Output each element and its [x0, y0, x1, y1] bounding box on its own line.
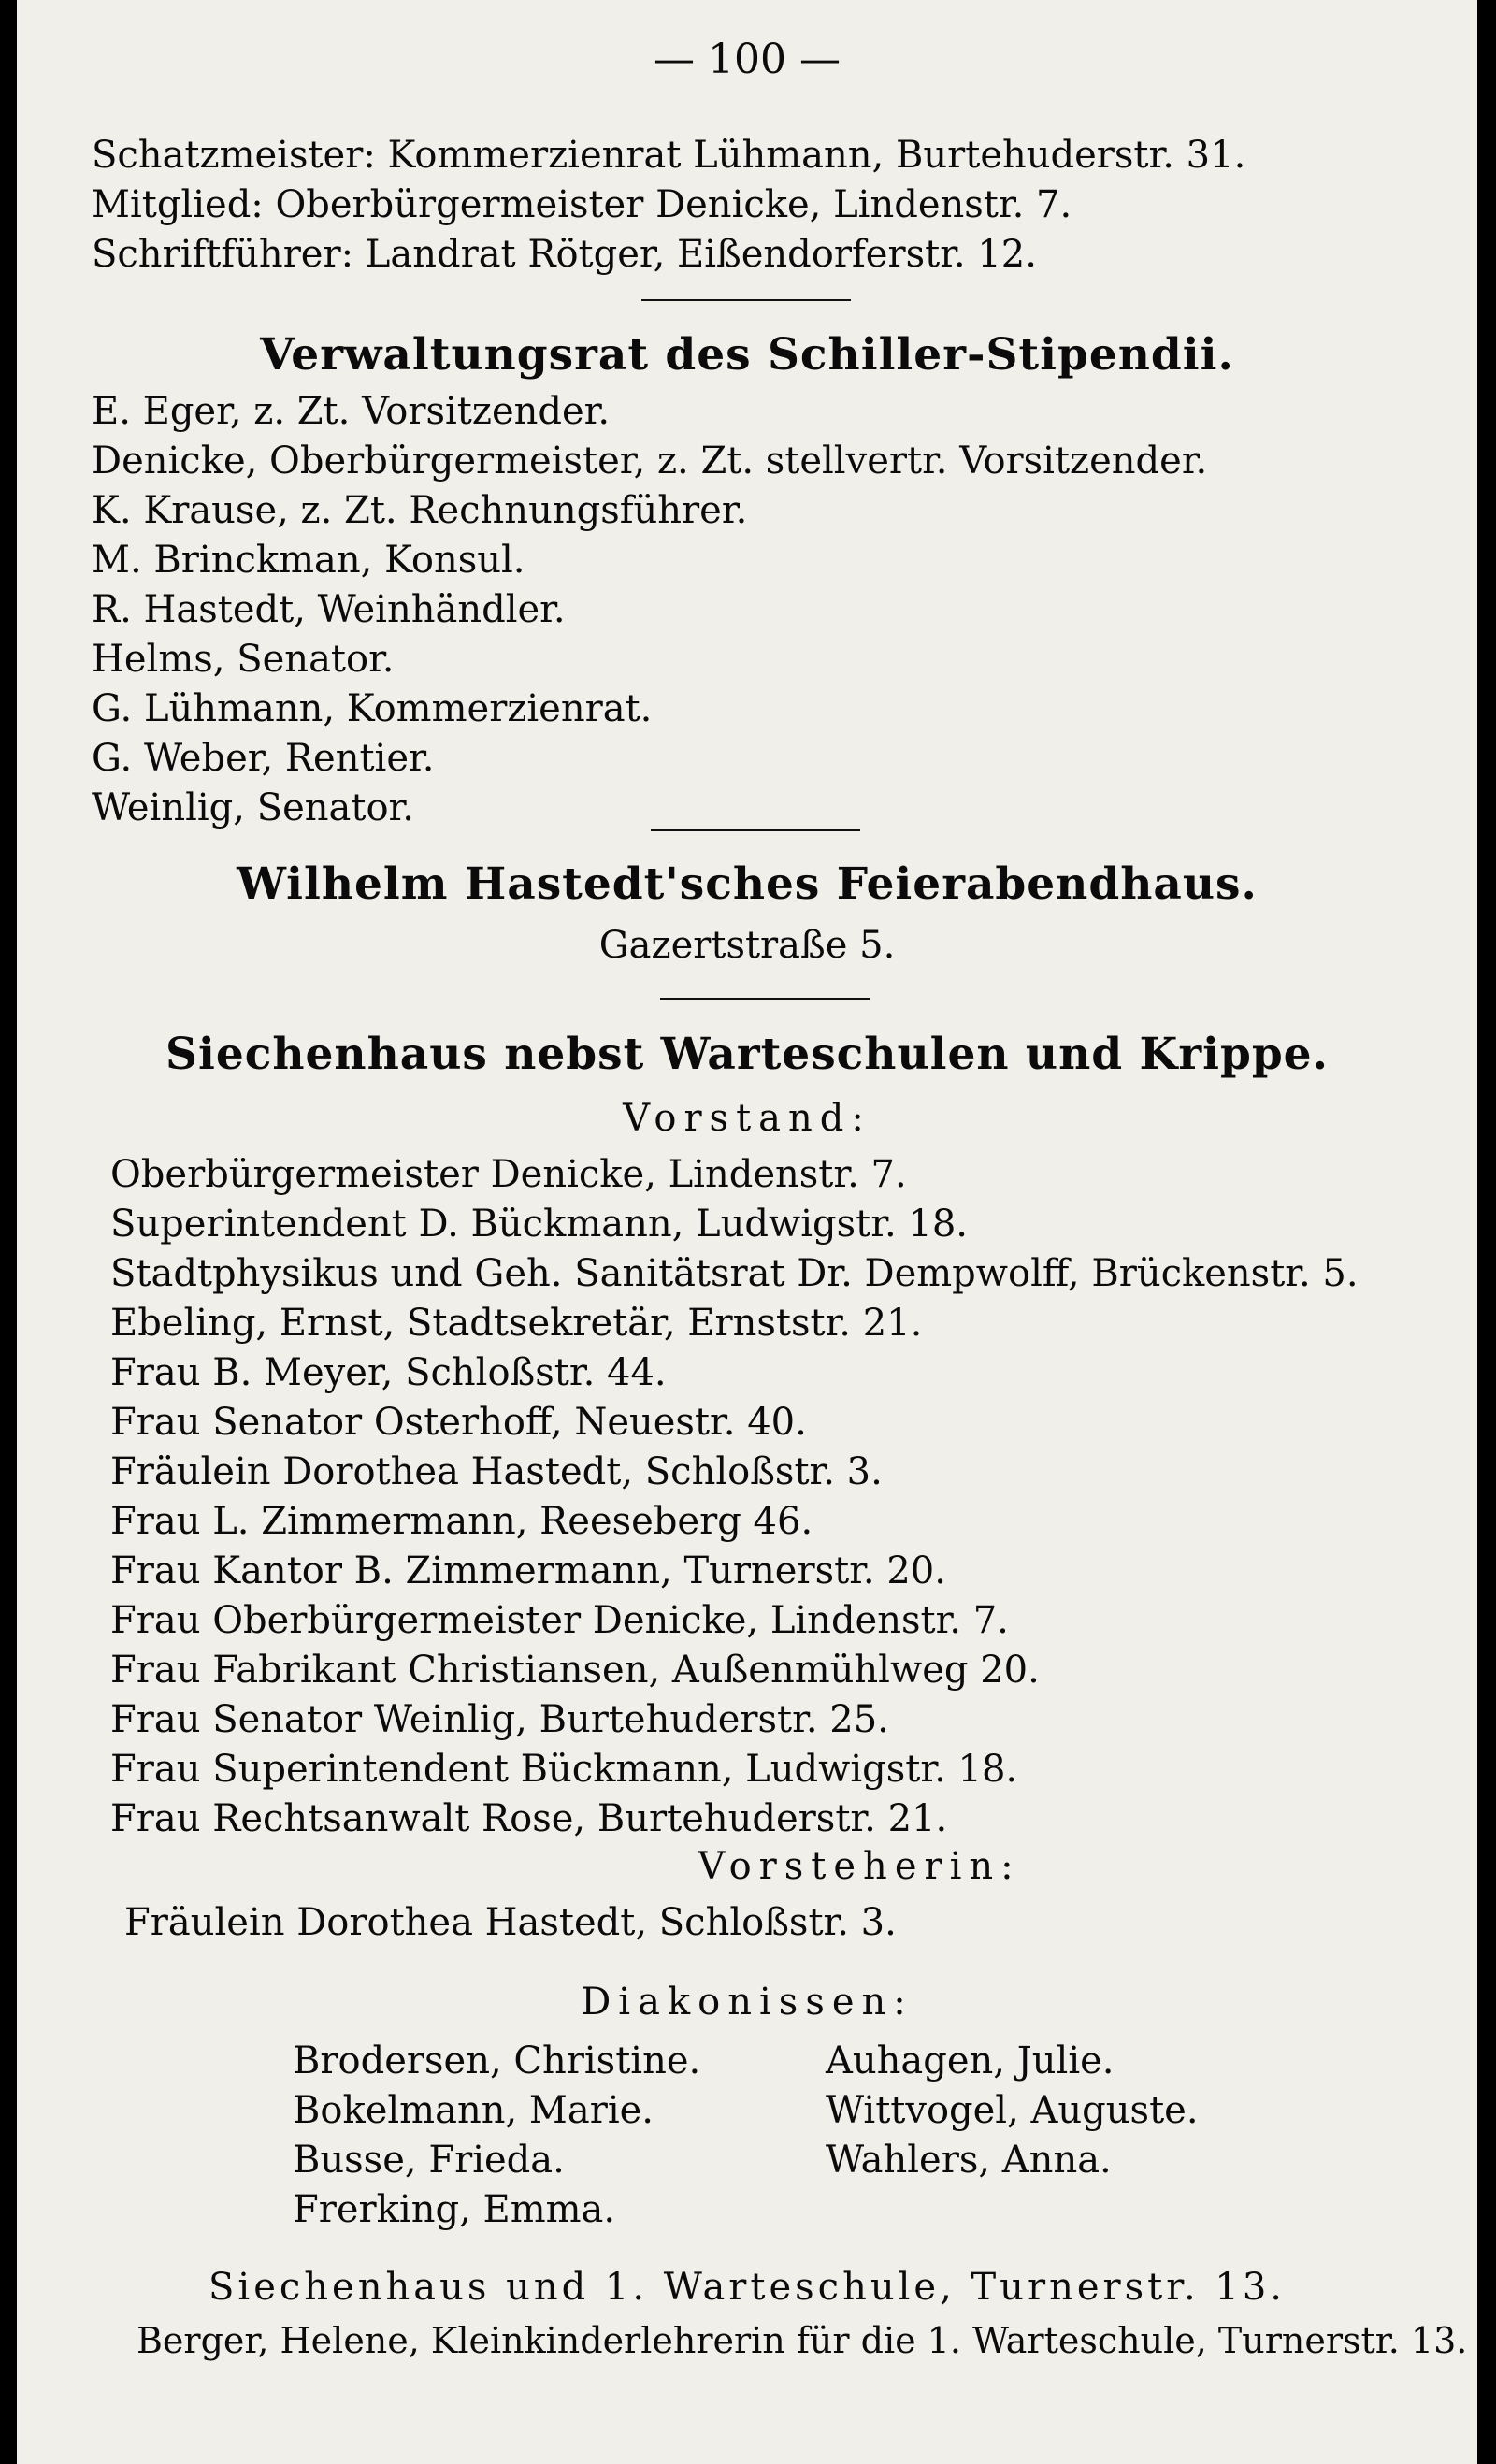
entry-line: Ebeling, Ernst, Stadtsekretär, Ernststr. 21.: [110, 1302, 923, 1345]
section-heading-siechenhaus: Siechenhaus nebst Warteschulen und Krippe.: [165, 1029, 1329, 1080]
entry-line: Stadtphysikus und Geh. Sanitätsrat Dr. Dempwolff, Brückenstr. 5.: [110, 1252, 1359, 1295]
entry-line: R. Hastedt, Weinhändler.: [92, 588, 566, 631]
list-item: Wittvogel, Auguste.: [826, 2089, 1199, 2132]
diakonissen-label: Diakonissen:: [581, 1981, 913, 2024]
feierabendhaus-address: Gazertstraße 5.: [598, 924, 896, 967]
book-page: [17, 0, 1477, 2464]
entry-line: Helms, Senator.: [92, 638, 395, 681]
list-item: Brodersen, Christine.: [293, 2039, 701, 2082]
entry-line: Schatzmeister: Kommerzienrat Lühmann, Burtehuderstr. 31.: [92, 134, 1246, 177]
section-heading-feierabendhaus: Wilhelm Hastedt'sches Feierabendhaus.: [237, 858, 1258, 910]
list-item: Bokelmann, Marie.: [293, 2089, 654, 2132]
divider: [641, 299, 851, 301]
entry-line: Frau Senator Weinlig, Burtehuderstr. 25.: [110, 1698, 889, 1741]
divider: [651, 829, 860, 831]
vorsteherin-label: Vorsteherin:: [698, 1845, 1021, 1888]
section-heading-schiller: Verwaltungsrat des Schiller-Stipendii.: [260, 329, 1234, 381]
entry-line: K. Krause, z. Zt. Rechnungsführer.: [92, 489, 748, 532]
entry-line: Denicke, Oberbürgermeister, z. Zt. stellvertr. Vorsitzender.: [92, 439, 1208, 483]
vorstand-label: Vorstand:: [623, 1097, 871, 1140]
entry-line: Frau Kantor B. Zimmermann, Turnerstr. 20.: [110, 1549, 946, 1592]
siechenhaus-footer-heading: Siechenhaus und 1. Warteschule, Turnerstr. 13.: [209, 2266, 1286, 2309]
schiller-members: [92, 387, 1457, 833]
entry-line: Superintendent D. Bückmann, Ludwigstr. 18.: [110, 1203, 968, 1246]
entry-line: M. Brinckman, Konsul.: [92, 539, 525, 582]
entry-line: Frau Oberbürgermeister Denicke, Lindenstr. 7.: [110, 1599, 1009, 1642]
vorstand-list: [110, 1150, 1475, 1844]
divider: [660, 998, 870, 1000]
list-item: Frerking, Emma.: [293, 2188, 616, 2231]
entry-line: G. Weber, Rentier.: [92, 737, 435, 780]
entry-line: Frau Senator Osterhoff, Neuestr. 40.: [110, 1401, 807, 1444]
entry-line: Frau B. Meyer, Schloßstr. 44.: [110, 1351, 667, 1394]
entry-line: Frau Superintendent Bückmann, Ludwigstr. 18.: [110, 1748, 1018, 1791]
list-item: Auhagen, Julie.: [826, 2039, 1115, 2082]
entry-line: Fräulein Dorothea Hastedt, Schloßstr. 3.: [110, 1450, 883, 1493]
entry-line: Oberbürgermeister Denicke, Lindenstr. 7.: [110, 1153, 907, 1196]
entry-line: Mitglied: Oberbürgermeister Denicke, Lindenstr. 7.: [92, 183, 1072, 226]
list-item: Busse, Frieda.: [293, 2139, 565, 2182]
vorsteherin-name: Fräulein Dorothea Hastedt, Schloßstr. 3.: [124, 1901, 897, 1944]
entry-line: E. Eger, z. Zt. Vorsitzender.: [92, 390, 611, 433]
list-item: Wahlers, Anna.: [826, 2139, 1112, 2182]
entry-line: Frau L. Zimmermann, Reeseberg 46.: [110, 1500, 813, 1543]
entry-line: Weinlig, Senator.: [92, 786, 414, 829]
top-entries: [92, 131, 1457, 280]
entry-line: Frau Rechtsanwalt Rose, Burtehuderstr. 21.: [110, 1797, 948, 1840]
entry-line: Frau Fabrikant Christiansen, Außenmühlweg 20.: [110, 1649, 1040, 1692]
entry-line: G. Lühmann, Kommerzienrat.: [92, 687, 653, 730]
page-number: — 100 —: [654, 36, 841, 83]
siechenhaus-footer-entry: Berger, Helene, Kleinkinderlehrerin für die 1. Warteschule, Turnerstr. 13.: [137, 2320, 1468, 2361]
diakonissen-left-column: [293, 2037, 700, 2235]
entry-line: Schriftführer: Landrat Rötger, Eißendorferstr. 12.: [92, 233, 1037, 276]
diakonissen-right-column: [826, 2037, 1199, 2185]
